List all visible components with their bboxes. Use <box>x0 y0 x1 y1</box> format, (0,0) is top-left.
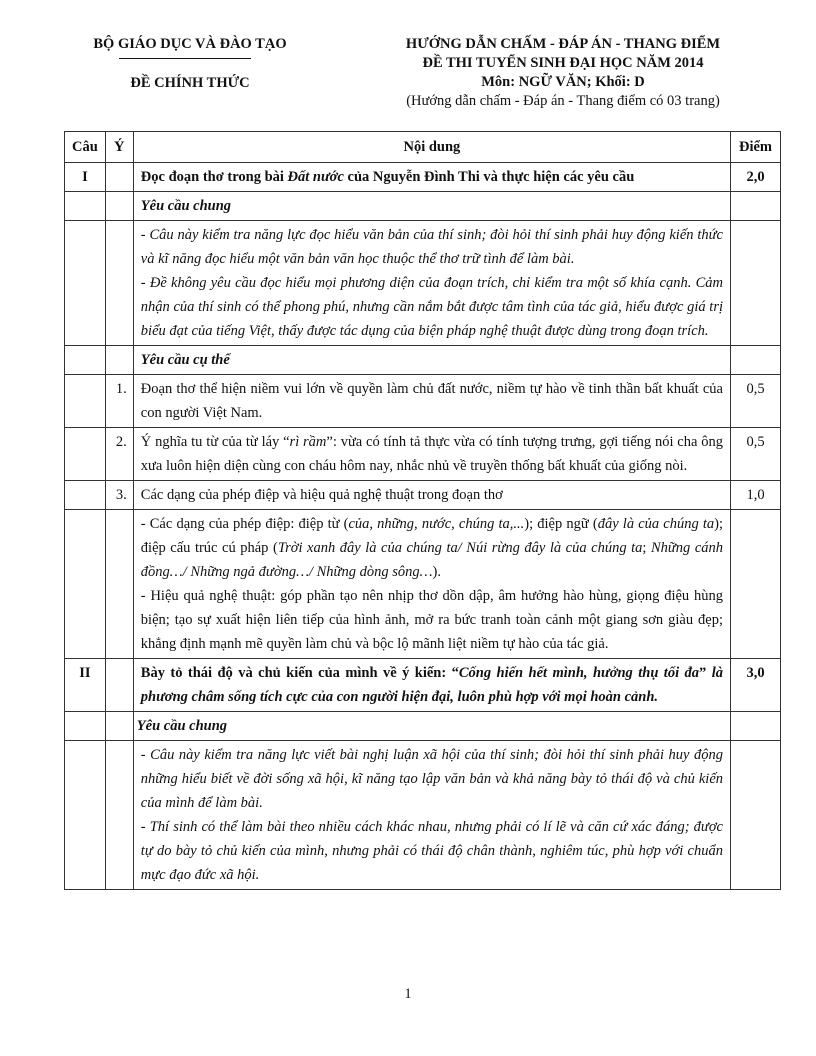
general-requirements-text <box>133 221 730 346</box>
col-header-diem: Điểm <box>731 132 781 163</box>
text-span: ). <box>432 564 441 580</box>
ministry-name: BỘ GIÁO DỤC VÀ ĐÀO TẠO <box>93 36 287 52</box>
empty-cell <box>731 741 781 890</box>
title-text: Bày tỏ thái độ và chủ kiến của mình về ý kiến: “ <box>140 665 459 681</box>
poem-title: Đất nước <box>287 169 344 185</box>
table-header-row <box>65 132 781 163</box>
empty-cell <box>65 375 106 428</box>
exam-title: ĐỀ THI TUYỂN SINH ĐẠI HỌC NĂM 2014 <box>422 55 704 71</box>
table-row <box>65 221 781 346</box>
specific-requirements-label: Yêu cầu cụ thể <box>133 346 730 375</box>
empty-cell <box>105 741 133 890</box>
text-span: ; <box>642 540 651 556</box>
text-span-italic: đây là của chúng ta <box>597 516 715 532</box>
table-row <box>65 163 781 192</box>
question-score: 2,0 <box>731 163 781 192</box>
empty-cell <box>105 163 133 192</box>
empty-cell <box>65 510 106 659</box>
paragraph: - Câu này kiểm tra năng lực đọc hiểu văn bản của thí sinh; đòi hỏi thí sinh phải huy động kiến thức và kĩ năng đọc hiểu một văn bản văn học thuộc thể thơ trữ tình để làm bài. <box>140 227 723 267</box>
item-number: 3. <box>105 481 133 510</box>
empty-cell <box>65 712 106 741</box>
table-row <box>65 741 781 890</box>
empty-cell <box>65 221 106 346</box>
text-span-italic: Những cánh đồng…/ Những ngả đường…/ Những dòng sông… <box>140 540 724 580</box>
empty-cell <box>65 428 106 481</box>
item-text: Các dạng của phép điệp và hiệu quả nghệ thuật trong đoạn thơ <box>133 481 730 510</box>
table-row <box>65 510 781 659</box>
empty-cell <box>731 510 781 659</box>
question-number: I <box>65 163 106 192</box>
empty-cell <box>731 346 781 375</box>
empty-cell <box>731 712 781 741</box>
item-text <box>133 428 730 481</box>
question-score: 3,0 <box>731 659 781 712</box>
grading-table <box>64 131 781 890</box>
item-number: 2. <box>105 428 133 481</box>
col-header-cau: Câu <box>65 132 106 163</box>
empty-cell <box>65 192 106 221</box>
table-row <box>65 192 781 221</box>
empty-cell <box>105 192 133 221</box>
item-score: 0,5 <box>731 428 781 481</box>
item-score: 1,0 <box>731 481 781 510</box>
table-row <box>65 428 781 481</box>
text-span-italic: rì rầm <box>289 434 327 450</box>
table-row <box>65 346 781 375</box>
empty-cell <box>731 192 781 221</box>
table-row <box>65 712 781 741</box>
page-number: 1 <box>404 986 412 1002</box>
title-text: của Nguyễn Đình Thi và thực hiện các yêu cầu <box>343 169 635 185</box>
quote-text: Cống hiến hết mình, hưởng thụ tối đa <box>458 665 700 681</box>
empty-cell <box>105 346 133 375</box>
col-header-y: Ý <box>105 132 133 163</box>
question-title <box>133 163 730 192</box>
paragraph: - Đề không yêu cầu đọc hiểu mọi phương diện của đoạn trích, chỉ kiểm tra một số khía cạnh. Cảm nhận của thí sinh có thể phong phú, nhưng cần nắm bắt được tâm tình của tác giả, hiểu được giá trị biểu đạt của tiếng Việt, thấy được tác dụng của biện pháp nghệ thuật được dùng trong đoạn trích. <box>140 275 723 339</box>
table-row <box>65 481 781 510</box>
empty-cell <box>105 221 133 346</box>
empty-cell <box>65 481 106 510</box>
text-span-italic: của, những, nước, chúng ta,... <box>348 516 525 532</box>
item-details <box>133 510 730 659</box>
page-count-note: (Hướng dẫn chấm - Đáp án - Thang điểm có 03 trang) <box>406 93 720 109</box>
general-requirements-text <box>133 741 730 890</box>
empty-cell <box>105 712 133 741</box>
paragraph <box>141 512 723 584</box>
item-score: 0,5 <box>731 375 781 428</box>
col-header-noi-dung: Nội dung <box>133 132 730 163</box>
text-span: - Các dạng của phép điệp: điệp từ ( <box>140 516 349 532</box>
question-title <box>133 659 730 712</box>
title-text: Đọc đoạn thơ trong bài <box>140 169 288 185</box>
question-number: II <box>65 659 106 712</box>
paragraph: - Thí sinh có thể làm bài theo nhiều cách khác nhau, nhưng phải có lí lẽ và căn cứ xác đáng; được tự do bày tỏ chủ kiến của mình, nhưng phải có thái độ chân thành, nghiêm túc, phù hợp với chuẩn mực đạo đức xã hội. <box>140 819 723 883</box>
general-requirements-label: Yêu cầu chung <box>133 192 730 221</box>
empty-cell <box>65 741 106 890</box>
ministry-underline <box>119 58 251 59</box>
text-span: ); điệp cấu trúc cú pháp ( <box>140 516 723 556</box>
empty-cell <box>65 346 106 375</box>
table-row <box>65 659 781 712</box>
title-text: ” <box>699 665 712 681</box>
general-requirements-label: Yêu cầu chung <box>133 712 730 741</box>
table-row <box>65 375 781 428</box>
paragraph: - Hiệu quả nghệ thuật: góp phần tạo nên nhịp thơ dồn dập, âm hưởng hào hùng, giọng điệu hùng biện; tạo sự xuất hiện liên tiếp của hình ảnh, mở ra bức tranh toàn cảnh một giang sơn giàu đẹp; khẳng định mạnh mẽ quyền làm chủ và bộc lộ mãnh liệt niềm tự hào của tác giả. <box>140 588 723 652</box>
paragraph: - Câu này kiểm tra năng lực viết bài nghị luận xã hội của thí sinh; đòi hỏi thí sinh phải huy động những hiểu biết về đời sống xã hội, kĩ năng tạo lập văn bản và khả năng bày tỏ thái độ và chủ kiến của mình để làm bài. <box>140 747 723 811</box>
text-span: Ý nghĩa tu từ của từ láy “ <box>140 434 290 450</box>
item-text: Đoạn thơ thể hiện niềm vui lớn về quyền làm chủ đất nước, niềm tự hào về tinh thần bất khuất của con người Việt Nam. <box>133 375 730 428</box>
official-exam-label: ĐỀ CHÍNH THỨC <box>130 75 250 91</box>
document-header <box>0 34 816 114</box>
quote-text: là phương châm sống tích cực của con người hiện đại, luôn phù hợp với mọi hoàn cảnh. <box>140 665 723 705</box>
subject-line: Môn: NGỮ VĂN; Khối: D <box>481 74 645 90</box>
empty-cell <box>105 659 133 712</box>
doc-title: HƯỚNG DẪN CHẤM - ĐÁP ÁN - THANG ĐIỂM <box>405 36 721 52</box>
text-span: ); điệp ngữ ( <box>524 516 598 532</box>
text-span: ”: vừa có tính tả thực vừa có tính tượng trưng, gợi tiếng nói cha ông xưa luôn hiện diện cùng con cháu hôm nay, nhắc nhủ về truyền thống bất khuất của giống nòi. <box>140 434 723 474</box>
empty-cell <box>731 221 781 346</box>
item-number: 1. <box>105 375 133 428</box>
text-span-italic: Trời xanh đây là của chúng ta/ Núi rừng đây là của chúng ta <box>277 540 643 556</box>
empty-cell <box>105 510 133 659</box>
